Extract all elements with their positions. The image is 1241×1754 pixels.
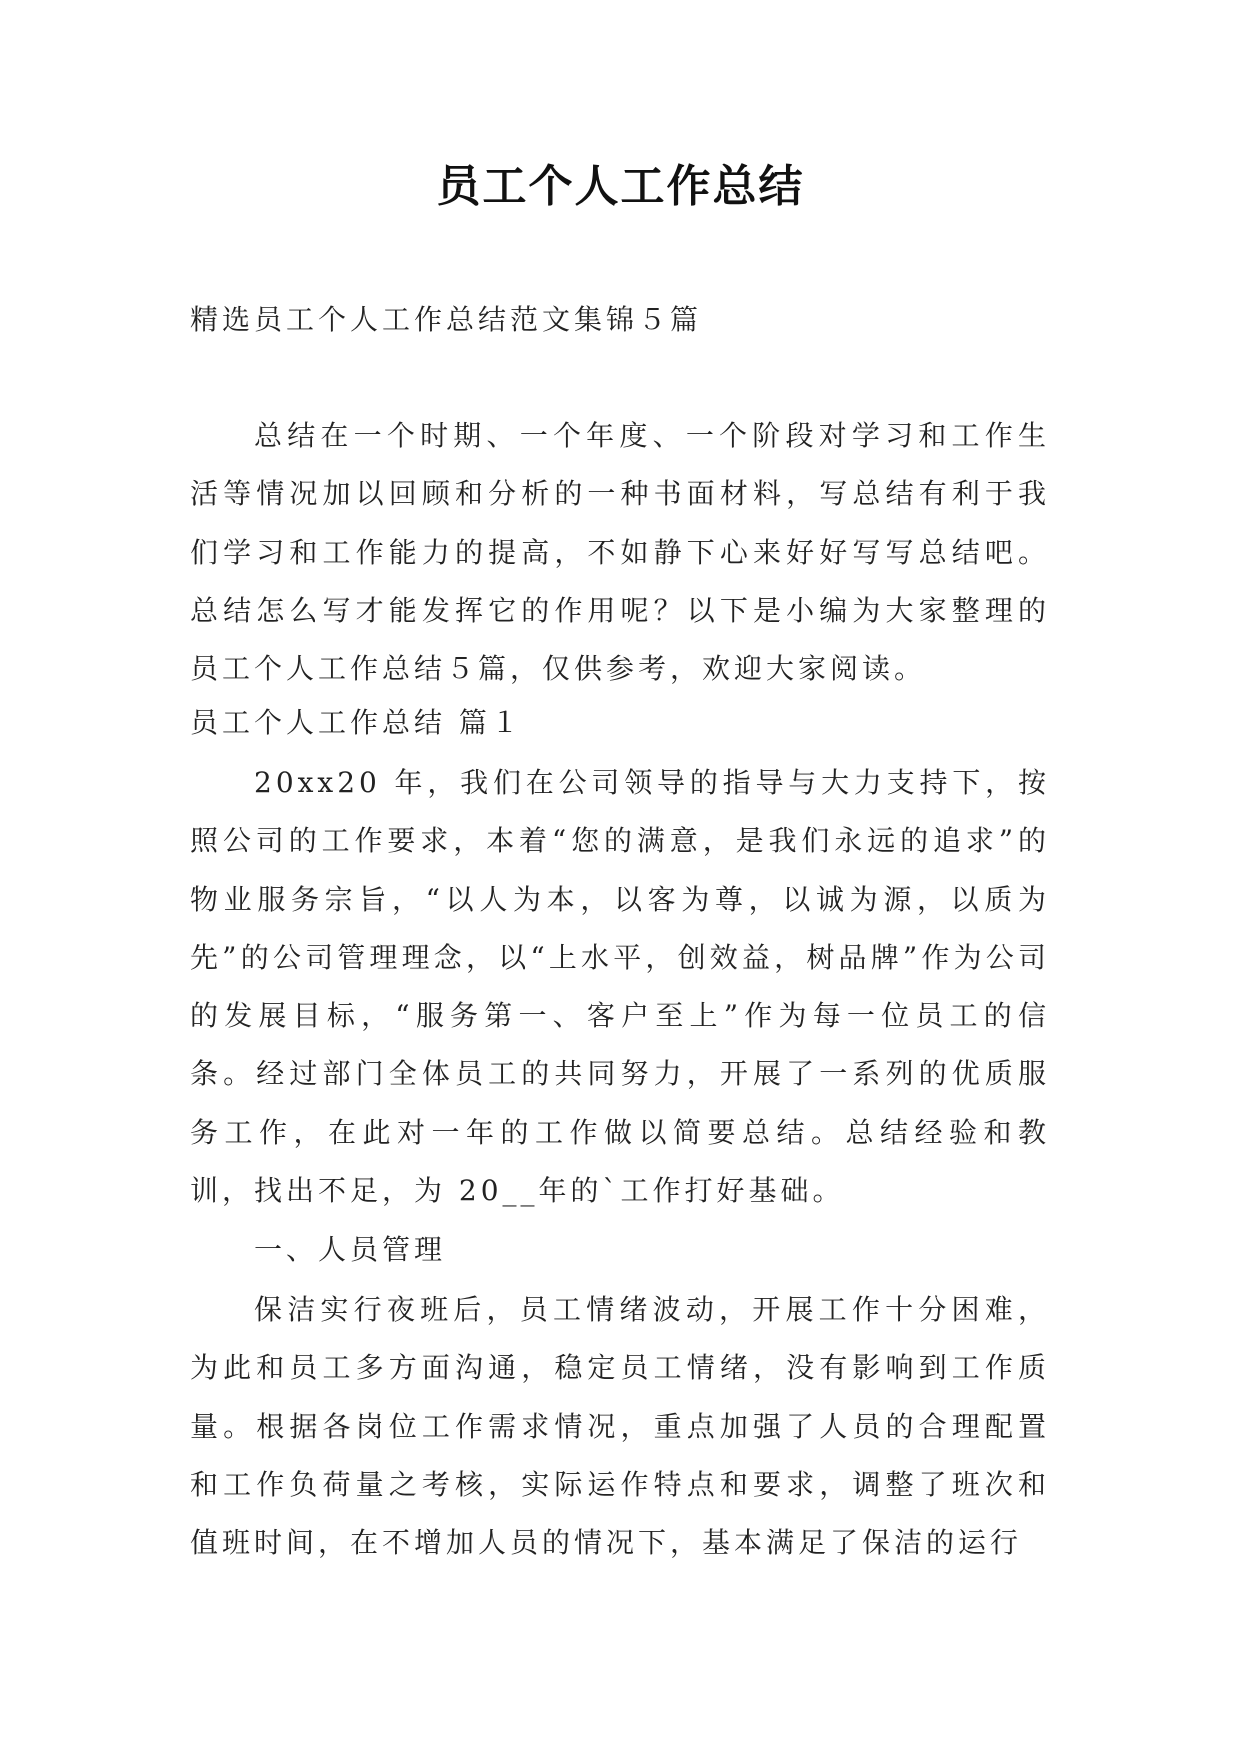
document-title: 员工个人工作总结 [436,161,805,212]
intro-paragraph: 总结在一个时期、一个年度、一个阶段对学习和工作生活等情况加以回顾和分析的一种书面材料，写总结有利于我们学习和工作能力的提高，不如静下心来好好写写总结吧。总结怎么写才能发挥它的作用呢？以下是小编为大家整理的员工个人工作总结５篇，仅供参考，欢迎大家阅读。 [190,419,1050,686]
document-subtitle: 精选员工个人工作总结范文集锦５篇 [190,303,703,336]
body-paragraph: 保洁实行夜班后，员工情绪波动，开展工作十分困难，为此和员工多方面沟通，稳定员工情绪，没有影响到工作质量。根据各岗位工作需求情况，重点加强了人员的合理配置和工作负荷量之考核，实际运作特点和要求，调整了班次和值班时间，在不增加人员的情况下，基本满足了保洁的运行 [190,1293,1050,1560]
section-heading: 员工个人工作总结 篇１ [190,706,523,739]
body-paragraph: 20xx20 年，我们在公司领导的指导与大力支持下，按照公司的工作要求，本着“您的满意，是我们永远的追求”的物业服务宗旨，“以人为本，以客为尊，以诚为源，以质为先”的公司管理理念，以“上水平，创效益，树品牌”作为公司的发展目标，“服务第一、客户至上”作为每一位员工的信条。经过部门全体员工的共同努力，开展了一系列的优质服务工作，在此对一年的工作做以简要总结。总结经验和教训，找出不足，为 20__年的`工作打好基础。 [190,766,1050,1208]
sub-heading: 一、人员管理 [254,1233,447,1266]
